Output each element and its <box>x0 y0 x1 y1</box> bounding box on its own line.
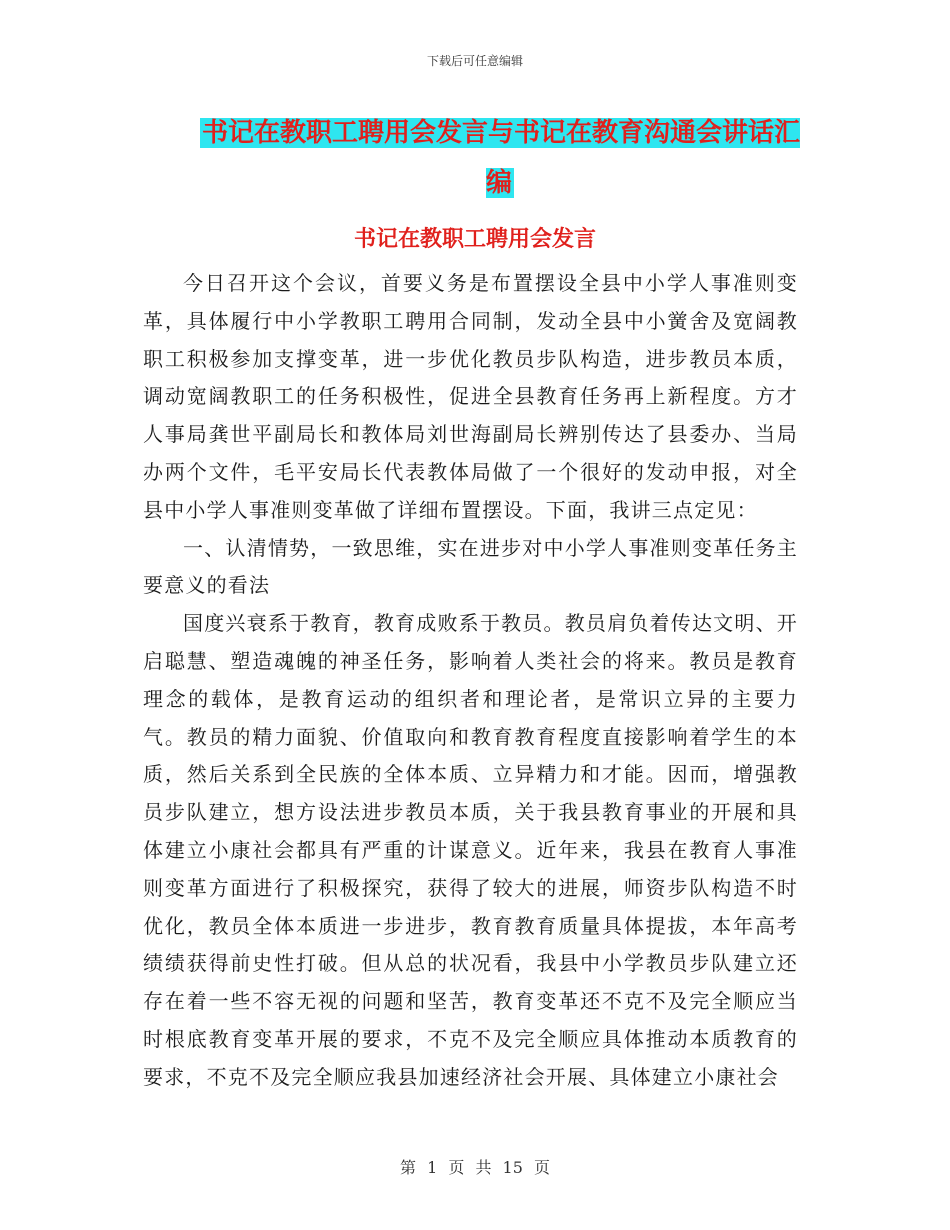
section-title: 书记在教职工聘用会发言 <box>353 226 596 252</box>
paragraph-intro: 今日召开这个会议，首要义务是布置摆设全县中小学人事准则变革，具体履行中小学教职工聘用合同制，发动全县中小黉舍及宽阔教职工积极参加支撑变革，进一步优化教员步队构造，进步教员本质，调动宽阔教职工的任务积极性，促进全县教育任务再上新程度。方才人事局龚世平副局长和教体局刘世海副局长辨别传达了县委办、当局办两个文件，毛平安局长代表教体局做了一个很好的发动申报，对全县中小学人事准则变革做了详细布置摆设。下面，我讲三点定见： <box>143 271 798 522</box>
document-title <box>195 108 805 208</box>
paragraph-heading-one: 一、认清情势，一致思维，实在进步对中小学人事准则变革任务主要意义的看法 <box>143 535 798 598</box>
page-footer: 第 1 页 共 15 页 <box>400 1158 550 1177</box>
document-body <box>143 265 798 1097</box>
header-note: 下载后可任意编辑 <box>426 54 523 68</box>
paragraph-education: 国度兴衰系于教育，教育成败系于教员。教员肩负着传达文明、开启聪慧、塑造魂魄的神圣任务，影响着人类社会的将来。教员是教育理念的载体，是教育运动的组织者和理论者，是常识立异的主要力气。教员的精力面貌、价值取向和教育教育程度直接影响着学生的本质，然后关系到全民族的全体本质、立异精力和才能。因而，增强教员步队建立，想方设法进步教员本质，关于我县教育事业的开展和具体建立小康社会都具有严重的计谋意义。近年来，我县在教育人事准则变革方面进行了积极探究，获得了较大的进展，师资步队构造不时优化，教员全体本质进一步进步，教育教育质量具体提拔，本年高考绩绩获得前史性打破。但从总的状况看，我县中小学教员步队建立还存在着一些不容无视的问题和坚苦，教育变革还不克不及完全顺应当时根底教育变革开展的要求，不克不及完全顺应具体推动本质教育的要求，不克不及完全顺应我县加速经济社会开展、具体建立小康社会 <box>143 611 798 1089</box>
document-title-text: 书记在教职工聘用会发言与书记在教育沟通会讲话汇编 <box>201 118 800 198</box>
